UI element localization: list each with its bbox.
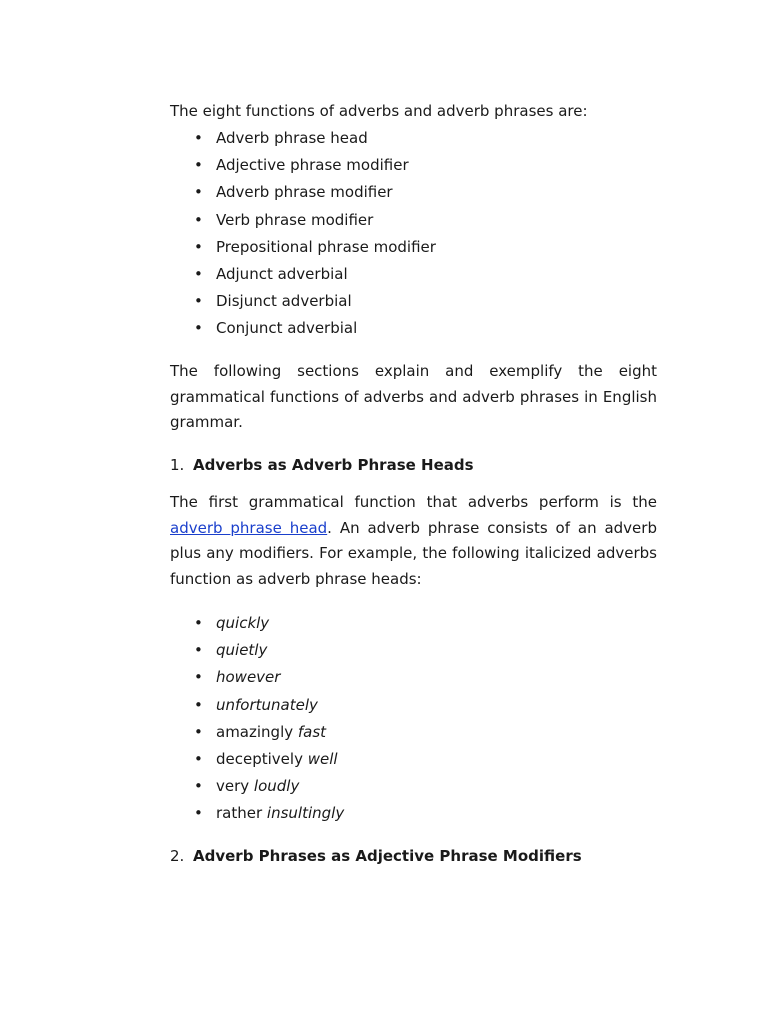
bullet-icon: • xyxy=(194,777,203,796)
list-item-text: Verb phrase modifier xyxy=(216,210,374,229)
bullet-icon: • xyxy=(194,722,203,741)
list-item xyxy=(170,667,344,694)
example-italic: however xyxy=(216,668,281,687)
example-italic: quietly xyxy=(216,641,268,660)
list-item xyxy=(170,776,344,803)
list-item-text: Disjunct adverbial xyxy=(216,292,352,311)
list-item-text: Adjective phrase modifier xyxy=(216,156,409,175)
section-number: 2. xyxy=(170,847,185,865)
section-title: Adverbs as Adverb Phrase Heads xyxy=(193,456,474,474)
section-2-heading xyxy=(170,846,582,866)
list-item-text: Conjunct adverbial xyxy=(216,319,358,338)
example-plain: amazingly xyxy=(216,722,298,741)
list-item xyxy=(170,640,344,667)
list-item-text: Adverb phrase modifier xyxy=(216,183,393,202)
list-item-text: Adverb phrase head xyxy=(216,129,368,147)
intro-paragraph: The following sections explain and exemplify the eight grammatical functions of adverbs and adverb phrases in English grammar. xyxy=(170,362,657,431)
example-plain: rather xyxy=(216,804,267,823)
section-title: Adverb Phrases as Adjective Phrase Modifiers xyxy=(193,847,582,865)
list-item-text: Prepositional phrase modifier xyxy=(216,237,436,256)
list-item xyxy=(170,803,344,830)
section-number: 1. xyxy=(170,456,185,474)
bullet-icon: • xyxy=(194,319,203,338)
example-italic: loudly xyxy=(253,777,300,796)
list-item xyxy=(170,237,436,264)
paragraph-text: The first grammatical function that adverbs perform is the xyxy=(170,493,657,511)
example-italic: insultingly xyxy=(266,804,345,823)
list-item xyxy=(170,182,436,209)
functions-list xyxy=(170,128,436,346)
bullet-icon: • xyxy=(194,156,203,175)
example-italic: unfortunately xyxy=(216,695,318,714)
bullet-icon: • xyxy=(194,292,203,311)
bullet-icon: • xyxy=(194,641,203,660)
bullet-icon: • xyxy=(194,237,203,256)
examples-list xyxy=(170,613,344,831)
list-item xyxy=(170,613,344,640)
example-plain: very xyxy=(216,777,254,796)
list-item xyxy=(170,291,436,318)
example-plain: deceptively xyxy=(216,749,308,768)
list-item xyxy=(170,695,344,722)
list-item xyxy=(170,318,436,345)
list-item xyxy=(170,210,436,237)
list-item xyxy=(170,155,436,182)
list-item-text: Adjunct adverbial xyxy=(216,264,348,283)
bullet-icon: • xyxy=(194,210,203,229)
example-italic: well xyxy=(307,749,338,768)
bullet-icon: • xyxy=(194,695,203,714)
list-item xyxy=(170,722,344,749)
adverb-phrase-head-link[interactable]: adverb phrase head xyxy=(170,518,328,537)
list-item xyxy=(170,749,344,776)
bullet-icon: • xyxy=(194,668,203,687)
intro-sentence: The eight functions of adverbs and adverb phrases are: xyxy=(170,102,588,120)
section-1-heading xyxy=(170,455,474,475)
bullet-icon: • xyxy=(194,183,203,202)
example-italic: quickly xyxy=(216,614,270,632)
paragraph-text: . An adverb phrase consists of an adverb plus any modifiers. For example, the following italicized adverbs function as adverb phrase heads: xyxy=(170,518,657,588)
section-1-paragraph xyxy=(170,490,657,592)
bullet-icon: • xyxy=(194,804,203,823)
bullet-icon: • xyxy=(194,264,203,283)
bullet-icon: • xyxy=(194,614,203,632)
list-item xyxy=(170,264,436,291)
bullet-icon: • xyxy=(194,129,203,147)
example-italic: fast xyxy=(297,722,327,741)
bullet-icon: • xyxy=(194,749,203,768)
list-item xyxy=(170,128,436,155)
